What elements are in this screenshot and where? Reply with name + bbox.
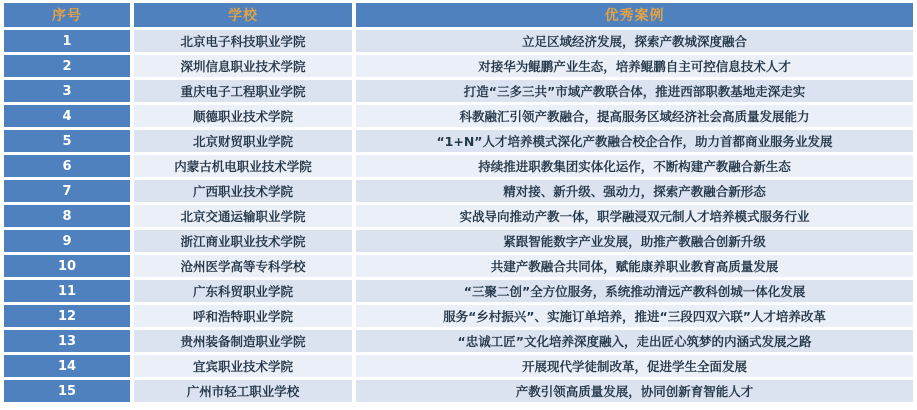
row-index-cell: 10 bbox=[4, 255, 130, 277]
row-school-cell: 广西职业技术学院 bbox=[134, 180, 352, 202]
row-school-cell: 深圳信息职业技术学院 bbox=[134, 55, 352, 77]
row-school-cell: 广州市轻工职业学校 bbox=[134, 380, 352, 402]
row-index-cell: 3 bbox=[4, 80, 130, 102]
row-school-cell: 呼和浩特职业学院 bbox=[134, 305, 352, 327]
table-row bbox=[4, 155, 913, 177]
row-school-cell: 浙江商业职业技术学院 bbox=[134, 230, 352, 252]
row-index-cell: 11 bbox=[4, 280, 130, 302]
row-case-cell: “三聚二创”全方位服务，系统推动清远产教科创城一体化发展 bbox=[356, 280, 913, 302]
row-school-cell: 北京交通运输职业学院 bbox=[134, 205, 352, 227]
table-row bbox=[4, 55, 913, 77]
row-index-cell: 13 bbox=[4, 330, 130, 352]
table-row bbox=[4, 130, 913, 152]
table-row bbox=[4, 30, 913, 52]
row-school-cell: 北京财贸职业学院 bbox=[134, 130, 352, 152]
row-school-cell: 沧州医学高等专科学校 bbox=[134, 255, 352, 277]
row-school-cell: 广东科贸职业学院 bbox=[134, 280, 352, 302]
row-case-cell: 服务“乡村振兴”、实施订单培养，推进“三段四双六联”人才培养改革 bbox=[356, 305, 913, 327]
table-row bbox=[4, 380, 913, 402]
row-school-cell: 顺德职业技术学院 bbox=[134, 105, 352, 127]
row-index-cell: 6 bbox=[4, 155, 130, 177]
table-row bbox=[4, 305, 913, 327]
table-row bbox=[4, 280, 913, 302]
header-row bbox=[4, 3, 913, 27]
row-case-cell: 科教融汇引领产教融合，提高服务区域经济社会高质量发展能力 bbox=[356, 105, 913, 127]
row-index-cell: 15 bbox=[4, 380, 130, 402]
row-school-cell: 宜宾职业技术学院 bbox=[134, 355, 352, 377]
row-index-cell: 9 bbox=[4, 230, 130, 252]
row-index-cell: 12 bbox=[4, 305, 130, 327]
table-row bbox=[4, 80, 913, 102]
row-index-cell: 2 bbox=[4, 55, 130, 77]
table-header bbox=[4, 3, 913, 27]
row-case-cell: 产教引领高质量发展，协同创新育智能人才 bbox=[356, 380, 913, 402]
table-row bbox=[4, 255, 913, 277]
table-row bbox=[4, 105, 913, 127]
row-index-cell: 8 bbox=[4, 205, 130, 227]
row-case-cell: 共建产教融合共同体，赋能康养职业教育高质量发展 bbox=[356, 255, 913, 277]
row-case-cell: “忠诚工匠”文化培养深度融入，走出匠心筑梦的内涵式发展之路 bbox=[356, 330, 913, 352]
table-row bbox=[4, 205, 913, 227]
header-cell-case: 优秀案例 bbox=[356, 3, 913, 27]
row-case-cell: 持续推进职教集团实体化运作，不断构建产教融合新生态 bbox=[356, 155, 913, 177]
row-case-cell: 紧跟智能数字产业发展，助推产教融合创新升级 bbox=[356, 230, 913, 252]
table-body bbox=[4, 30, 913, 402]
table-row bbox=[4, 330, 913, 352]
row-case-cell: 立足区域经济发展，探索产教城深度融合 bbox=[356, 30, 913, 52]
table-row bbox=[4, 355, 913, 377]
row-case-cell: 开展现代学徒制改革，促进学生全面发展 bbox=[356, 355, 913, 377]
row-index-cell: 7 bbox=[4, 180, 130, 202]
row-case-cell: 打造“三多三共”市域产教联合体，推进西部职教基地走深走实 bbox=[356, 80, 913, 102]
header-cell-school: 学校 bbox=[134, 3, 352, 27]
row-index-cell: 1 bbox=[4, 30, 130, 52]
row-index-cell: 14 bbox=[4, 355, 130, 377]
row-case-cell: 精对接、新升级、强动力，探索产教融合新形态 bbox=[356, 180, 913, 202]
row-school-cell: 北京电子科技职业学院 bbox=[134, 30, 352, 52]
row-case-cell: 实战导向推动产教一体，职学融浸双元制人才培养模式服务行业 bbox=[356, 205, 913, 227]
row-case-cell: “1+N”人才培养模式深化产教融合校企合作，助力首都商业服务业发展 bbox=[356, 130, 913, 152]
row-index-cell: 5 bbox=[4, 130, 130, 152]
row-school-cell: 贵州装备制造职业学院 bbox=[134, 330, 352, 352]
row-index-cell: 4 bbox=[4, 105, 130, 127]
row-school-cell: 重庆电子工程职业学院 bbox=[134, 80, 352, 102]
row-school-cell: 内蒙古机电职业技术学院 bbox=[134, 155, 352, 177]
table-row bbox=[4, 230, 913, 252]
header-cell-no: 序号 bbox=[4, 3, 130, 27]
row-case-cell: 对接华为鲲鹏产业生态，培养鲲鹏自主可控信息技术人才 bbox=[356, 55, 913, 77]
table-row bbox=[4, 180, 913, 202]
